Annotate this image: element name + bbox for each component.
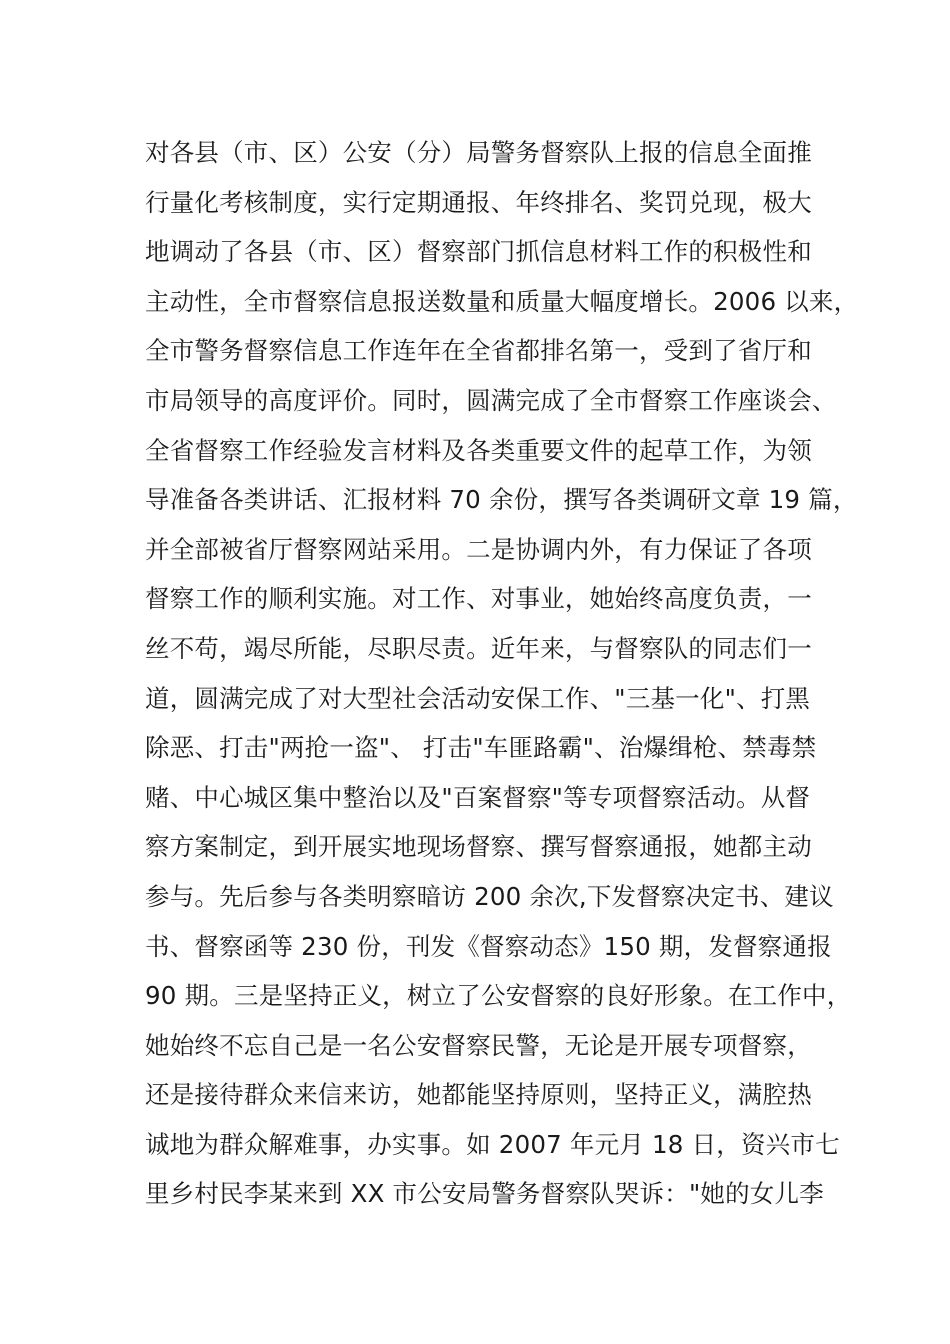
text-line-9: 并全部被省厅督察网站采用。二是协调内外，有力保证了各项 [145,534,812,564]
body-text [145,128,859,1219]
text-line-11: 丝不苟，竭尽所能，尽职尽责。近年来，与督察队的同志们一 [145,633,812,663]
text-line-19: 她始终不忘自己是一名公安督察民警，无论是开展专项督察， [145,1030,812,1060]
text-line-22: 里乡村民李某来到 XX 市公安局警务督察队哭诉："她的女儿李 [145,1179,824,1209]
text-line-16: 参与。先后参与各类明察暗访 200 余次,下发督察决定书、建议 [145,881,834,911]
text-line-4: 主动性，全市督察信息报送数量和质量大幅度增长。2006 以来， [145,286,859,316]
text-line-13: 除恶、打击"两抢一盗"、 打击"车匪路霸"、治爆缉枪、禁毒禁 [145,733,817,763]
text-line-3: 地调动了各县（市、区）督察部门抓信息材料工作的积极性和 [145,237,812,267]
text-line-10: 督察工作的顺利实施。对工作、对事业，她始终高度负责，一 [145,584,812,614]
text-line-14: 赌、中心城区集中整治以及"百案督察"等专项督察活动。从督 [145,782,811,812]
text-line-7: 全省督察工作经验发言材料及各类重要文件的起草工作，为领 [145,435,812,465]
text-line-2: 行量化考核制度，实行定期通报、年终排名、奖罚兑现，极大 [145,187,812,217]
text-line-17: 书、督察函等 230 份，刊发《督察动态》150 期，发督察通报 [145,931,832,961]
text-line-12: 道，圆满完成了对大型社会活动安保工作、"三基一化"、打黑 [145,683,811,713]
text-line-6: 市局领导的高度评价。同时，圆满完成了全市督察工作座谈会、 [145,385,837,415]
text-line-5: 全市警务督察信息工作连年在全省都排名第一，受到了省厅和 [145,336,812,366]
text-line-21: 诚地为群众解难事，办实事。如 2007 年元月 18 日，资兴市七 [145,1129,840,1159]
text-line-1: 对各县（市、区）公安（分）局警务督察队上报的信息全面推 [145,138,812,167]
text-line-18: 90 期。三是坚持正义，树立了公安督察的良好形象。在工作中， [145,981,852,1011]
text-line-15: 察方案制定，到开展实地现场督察、撰写督察通报，她都主动 [145,832,812,862]
text-line-8: 导准备各类讲话、汇报材料 70 余份，撰写各类调研文章 19 篇， [145,485,858,515]
text-line-20: 还是接待群众来信来访，她都能坚持原则，坚持正义，满腔热 [145,1080,812,1110]
